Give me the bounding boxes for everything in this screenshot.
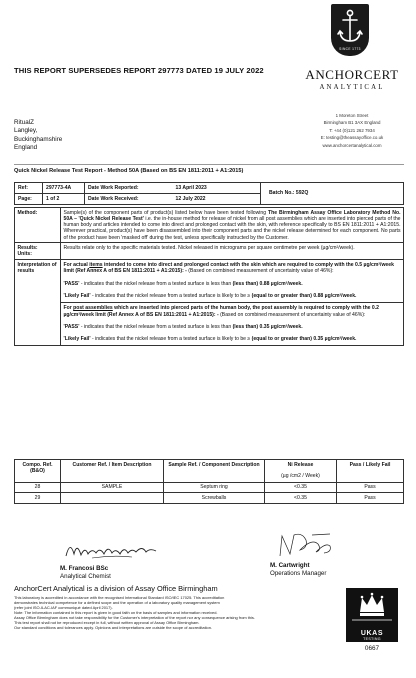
ref-label: Ref: — [15, 183, 43, 194]
disclaimer-line: This test report shall not be reproduced except in full, without written approval of Assay Office Birmingham. — [14, 620, 200, 626]
results-label: Results: — [17, 244, 38, 251]
cell-sample: Screwballs — [164, 493, 265, 503]
pass-text: - indicates that the nickel release from a tested surface is less than — [79, 323, 233, 330]
pass-label: 'PASS' — [63, 280, 80, 287]
signatory-left — [60, 565, 111, 580]
col-comp-ref: Compo. Ref. (B&O) — [15, 460, 61, 483]
report-meta-table — [14, 182, 404, 205]
cell-customer — [61, 493, 164, 503]
footer-title: AnchorCert Analytical is a division of Assay Office Birmingham — [14, 584, 218, 593]
footer-disclaimer — [14, 595, 329, 630]
crown-icon — [346, 588, 398, 624]
fail-text: - indicates that the nickel release from a tested surface is likely to be ≥ — [90, 292, 252, 299]
signature-francosi — [62, 536, 172, 564]
address-line: www.anchorcertanalytical.com — [322, 142, 382, 148]
pass-threshold: (less than) 0.88 µg/cm²/week. — [232, 280, 303, 287]
supersedes-notice: THIS REPORT SUPERSEDES REPORT 297773 DATED 19 JULY 2022 — [14, 66, 264, 75]
address-line: 1 Moreton Street — [335, 113, 369, 118]
cell-ni: <0.35 — [265, 482, 337, 492]
brand-sub: ANALYTICAL — [319, 84, 385, 91]
interp-text: intended to come into direct and prolonged contact with the skin which are required to comply with the 0.5 µg/cm²/week limit (Ref Annex A of BS EN 1811:2011 + A1:2015): - — [63, 262, 394, 275]
cell-ni: <0.35 — [265, 493, 337, 503]
disclaimer-line: (refer joint ISO-ILAC-IAF communiqué dated April 2017). — [14, 605, 113, 611]
address-line: T: +44 (0)121 262 7934 — [329, 127, 375, 133]
fail-text: - indicates that the nickel release from a tested surface is likely to be ≥ — [90, 336, 252, 343]
batch-number: Batch No.: 592Q — [261, 183, 404, 205]
ref-value: 297773-4A — [43, 183, 85, 194]
reported-value: 13 April 2023 — [173, 183, 261, 194]
post-assemblies-interpretation — [61, 303, 403, 345]
interpretation-cell — [61, 260, 404, 346]
pass-text: - indicates that the nickel release from a tested surface is less than — [79, 280, 233, 287]
received-label: Date Work Received: — [85, 193, 173, 204]
divider — [14, 164, 404, 165]
interp-underline: items — [89, 262, 103, 269]
pass-label: 'PASS' — [63, 323, 80, 330]
signatory-name: M. Francosi BSc — [60, 565, 109, 572]
method-text-part: Sample(s) of the component parts of product(s) listed below have been tested following — [63, 209, 269, 216]
items-interpretation — [61, 260, 403, 303]
col-customer-ref: Customer Ref. / Item Description — [61, 460, 164, 483]
cell-comp: 29 — [15, 493, 61, 503]
brand-name: ANCHORCERT — [305, 67, 399, 82]
client-line: RitualZ — [14, 119, 34, 126]
signatory-name: M. Cartwright — [270, 562, 310, 569]
ukas-name: UKAS — [360, 630, 384, 637]
ukas-number: 0667 — [364, 645, 380, 652]
disclaimer-line: Assay Office Birmingham does not take responsibility for the Customer's interpretation of the report nor any consequence arising from this. — [14, 615, 255, 621]
cell-sample: Septum ring — [164, 482, 265, 492]
interp-text: which are inserted into pierced parts of the human body, the post assembly is required to comply with the 0.2 µg/cm²/week limit (Ref Annex A of BS EN 1811:2011 + A1:2015): - — [63, 305, 380, 318]
col-sample-ref: Sample Ref. / Component Description — [164, 460, 265, 483]
interp-text: For actual — [63, 262, 90, 269]
interpretation-label: Interpretation of results — [15, 260, 61, 346]
disclaimer-line: Our standard conditions and tolerances apply. Opinions and interpretations are outside the scope of accreditation. — [14, 625, 213, 631]
reported-label: Date Work Reported: — [85, 183, 173, 194]
fail-threshold: (equal to or greater than) 0.35 µg/cm²/week. — [251, 336, 357, 343]
lab-address — [296, 112, 408, 149]
results-text: Results relate only to the specific materials tested. Nickel released in micrograms per square centimetre per week (µg/cm²/week). — [61, 243, 404, 260]
client-line: England — [14, 143, 38, 151]
ukas-logo — [346, 588, 398, 642]
cell-result: Pass — [337, 493, 404, 503]
interp-underline: post assemblies — [73, 305, 113, 312]
cell-customer: SAMPLE — [61, 482, 164, 492]
signatory-role: Analytical Chemist — [60, 573, 111, 580]
page-label: Page: — [15, 193, 43, 204]
method-label: Method: — [15, 208, 61, 243]
interp-text: (Based on combined measurement of uncertainty value of 46%): — [186, 268, 334, 275]
disclaimer-line: Note: The information contained in this report is given in good faith on the basis of samples and information received. — [14, 610, 218, 616]
address-line: E: testing@theassayoffice.co.uk — [320, 135, 384, 141]
col-pass-fail: Pass / Likely Fail — [337, 460, 404, 483]
anchor-logo-icon — [331, 4, 369, 56]
method-name: The Birmingham Assay Office Laboratory Method No. 50A – 'Quick Nickel Release Test' — [63, 209, 401, 222]
received-value: 12 July 2022 — [173, 193, 261, 204]
ni-header: Ni Release — [287, 462, 314, 468]
badge-text: SINCE 1773 — [339, 47, 361, 51]
interp-text: For — [63, 305, 74, 312]
method-results-table — [14, 207, 404, 346]
interp-text: (Based on combined measurement of uncertainty value of 46%): — [218, 311, 366, 318]
table-row — [15, 493, 404, 503]
client-line: Langley, — [14, 127, 38, 135]
table-row — [15, 482, 404, 492]
ukas-sub: TESTING — [363, 637, 381, 641]
fail-threshold: (equal to or greater than) 0.88 µg/cm²/week. — [251, 292, 357, 299]
disclaimer-line: This laboratory is accredited in accordance with the recognised International Standard ISO/IEC 17025. This accreditation — [14, 595, 225, 600]
results-units-label — [15, 243, 61, 260]
disclaimer-line: demonstrates technical competence for a defined scope and the operation of a laboratory quality management system — [14, 600, 220, 606]
method-text-part: i.e. the in-house method for release of nickel from all post assemblies which are inserted into pierced parts of the human body and articles intended to come into direct and prolonged contact with the skin, with reference specifically to BS EN 1811:2011 + A1:2015. Wherever practical, product(s) have been disassembled into their component parts and the nickel release determined for each component. No parts of the product have been 'masked off' during the test, unless specifically instructed by the Customer. — [63, 215, 401, 241]
method-text — [61, 208, 404, 243]
page-value: 1 of 2 — [43, 193, 85, 204]
address-line: Birmingham B1 3AX England — [323, 120, 381, 126]
brand-block — [296, 67, 408, 91]
client-line: Buckinghamshire — [14, 135, 63, 143]
units-label: Units: — [17, 251, 32, 258]
report-title: Quick Nickel Release Test Report - Method 50A (Based on BS EN 1811:2011 + A1:2015) — [14, 168, 244, 174]
fail-label: 'Likely Fail' — [63, 336, 91, 343]
signatory-right — [270, 562, 326, 577]
cell-result: Pass — [337, 482, 404, 492]
fail-label: 'Likely Fail' — [63, 292, 91, 299]
signature-cartwright — [272, 530, 342, 560]
cell-comp: 28 — [15, 482, 61, 492]
pass-threshold: (less than) 0.35 µg/cm²/week. — [232, 323, 303, 330]
ni-unit: (µg /cm2 / Week) — [281, 473, 320, 480]
col-ni-release — [265, 460, 337, 483]
client-address — [14, 119, 62, 152]
signatory-role: Operations Manager — [270, 570, 327, 577]
components-table — [14, 459, 404, 504]
